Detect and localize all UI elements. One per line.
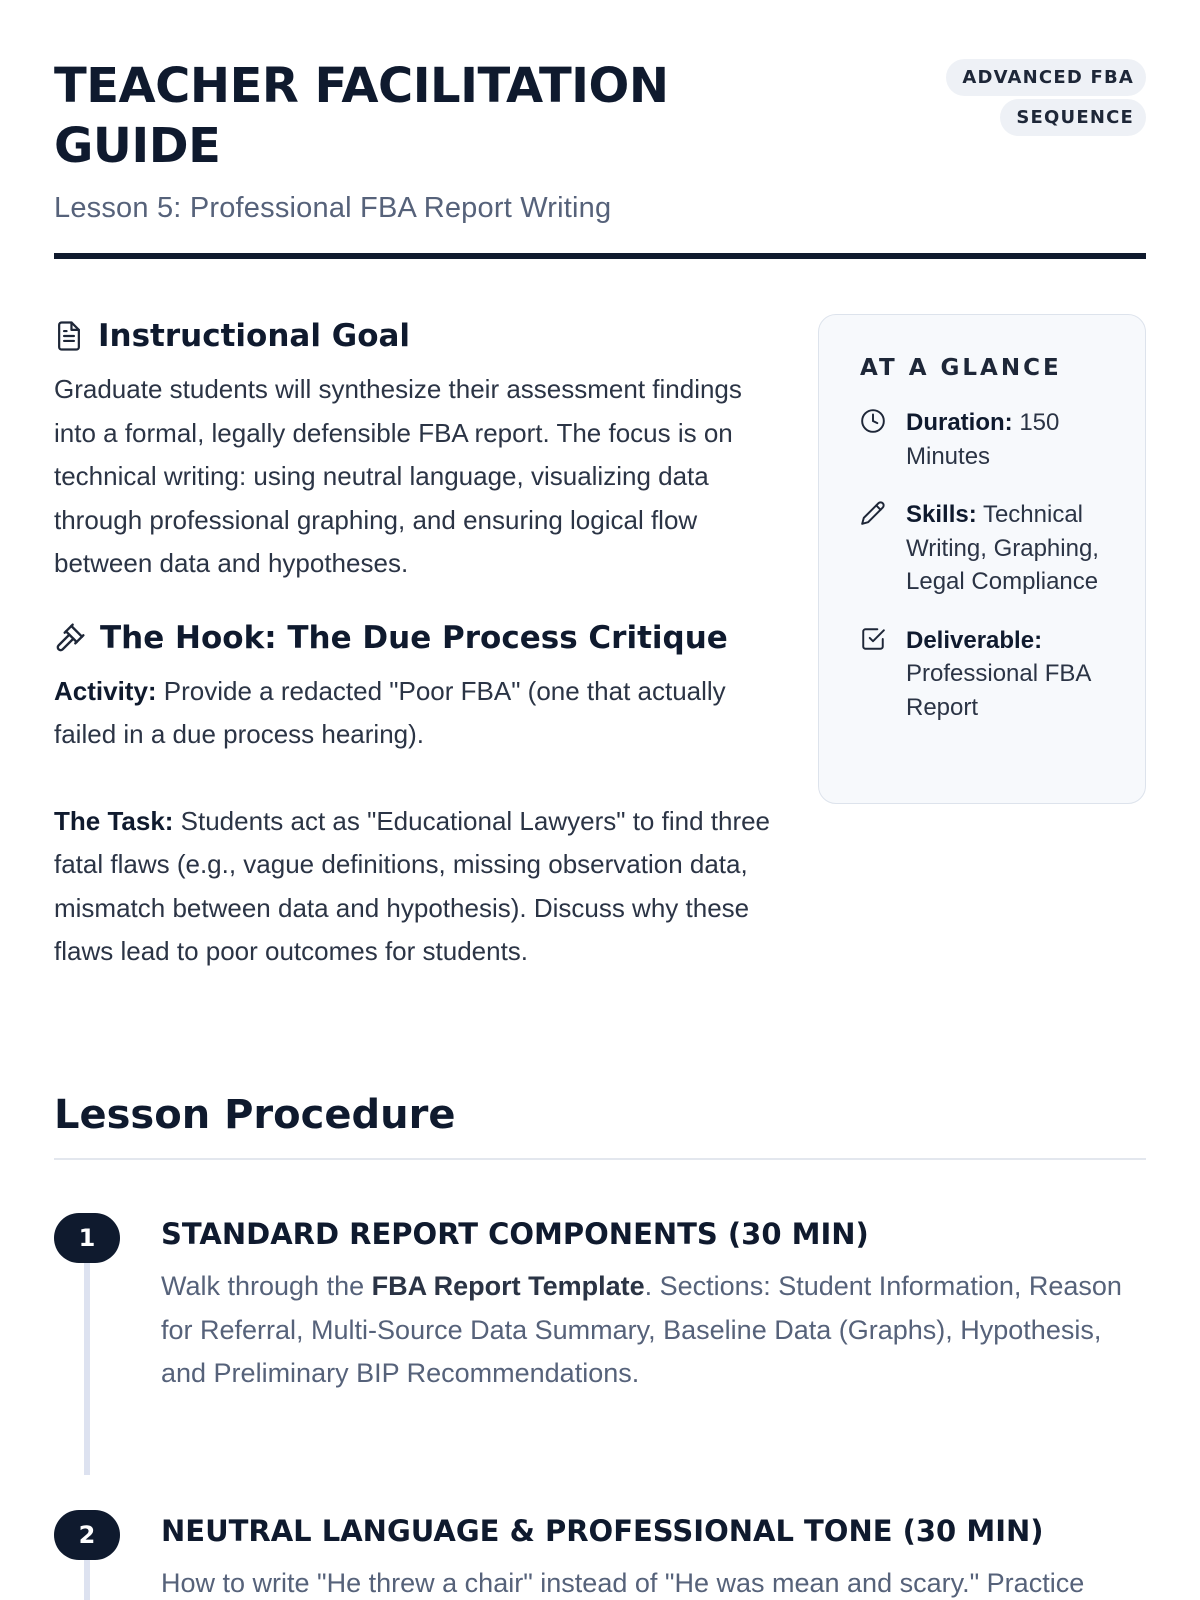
step-description: How to write "He threw a chair" instead of "He was mean and scary." Practice xyxy=(161,1568,1085,1598)
step-desc-emphasis: FBA Report Template xyxy=(371,1271,645,1301)
checkbox-icon xyxy=(860,626,886,652)
step-number-badge: 2 xyxy=(54,1510,120,1560)
step-title: STANDARD REPORT COMPONENTS (30 MIN) xyxy=(161,1217,869,1251)
glance-deliverable-value: Professional FBA Report xyxy=(906,660,1091,721)
glance-item-duration xyxy=(860,406,1125,473)
hook-task xyxy=(54,800,774,974)
goal-heading xyxy=(54,318,774,354)
sequence-badge-label: ADVANCED FBA SEQUENCE xyxy=(946,59,1146,136)
timeline-line xyxy=(84,1263,90,1475)
glance-deliverable-label: Deliverable: xyxy=(906,626,1043,654)
glance-duration-label: Duration: xyxy=(906,409,1013,436)
pencil-icon xyxy=(860,500,886,526)
task-label: The Task: xyxy=(54,805,174,836)
activity-label: Activity: xyxy=(54,675,157,706)
step-title: NEUTRAL LANGUAGE & PROFESSIONAL TONE (30 MIN) xyxy=(161,1514,1044,1548)
page-subtitle: Lesson 5: Professional FBA Report Writing xyxy=(54,192,612,224)
hook-title: The Hook: The Due Process Critique xyxy=(100,619,728,656)
goal-text: Graduate students will synthesize their assessment findings into a formal, legally defensible FBA report. The focus is on technical writing: using neutral language, visualizing data through professional graphing, and ensuring logical flow between data and hypotheses. xyxy=(54,374,742,578)
page-title: TEACHER FACILITATION GUIDE xyxy=(54,58,669,174)
procedure-title: Lesson Procedure xyxy=(54,1092,456,1138)
sequence-badge xyxy=(941,58,1146,138)
step-desc-post: . Sections: Student Information, Reason for Referral, Multi-Source Data Summary, Baseline Data (Graphs), Hypothesis, and Preliminary BIP Recommendations. xyxy=(161,1271,1122,1388)
main-content xyxy=(54,318,774,974)
header-divider xyxy=(54,253,1146,259)
step-description xyxy=(161,1265,1146,1396)
document-icon xyxy=(54,320,84,352)
glance-skills-value: Technical Writing, Graphing, Legal Compliance xyxy=(906,501,1099,595)
glance-deliverable-text xyxy=(906,624,1125,725)
goal-title: Instructional Goal xyxy=(98,318,411,354)
task-text: Students act as "Educational Lawyers" to find three fatal flaws (e.g., vague definitions, missing observation data, mismatch between data and hypothesis). Discuss why these flaws lead to poor outcomes for students. xyxy=(54,805,771,966)
step-number-badge: 1 xyxy=(54,1213,120,1263)
glance-skills-text xyxy=(906,498,1125,599)
activity-text: Provide a redacted "Poor FBA" (one that actually failed in a due process hearing). xyxy=(54,675,726,749)
timeline-line xyxy=(84,1560,90,1600)
at-a-glance-card xyxy=(818,314,1146,804)
glance-duration-value: 150 Minutes xyxy=(906,409,1060,470)
glance-item-deliverable xyxy=(860,624,1125,725)
glance-skills-label: Skills: xyxy=(906,501,977,528)
hook-heading xyxy=(54,620,774,656)
glance-title: AT A GLANCE xyxy=(860,355,1062,381)
glance-item-skills xyxy=(860,498,1125,599)
procedure-divider xyxy=(54,1158,1146,1160)
gavel-icon xyxy=(54,622,86,654)
step-desc-pre: Walk through the xyxy=(161,1271,372,1301)
clock-icon xyxy=(860,408,886,434)
page-header xyxy=(54,56,1146,225)
glance-duration-text xyxy=(906,406,1125,473)
hook-activity xyxy=(54,670,774,757)
